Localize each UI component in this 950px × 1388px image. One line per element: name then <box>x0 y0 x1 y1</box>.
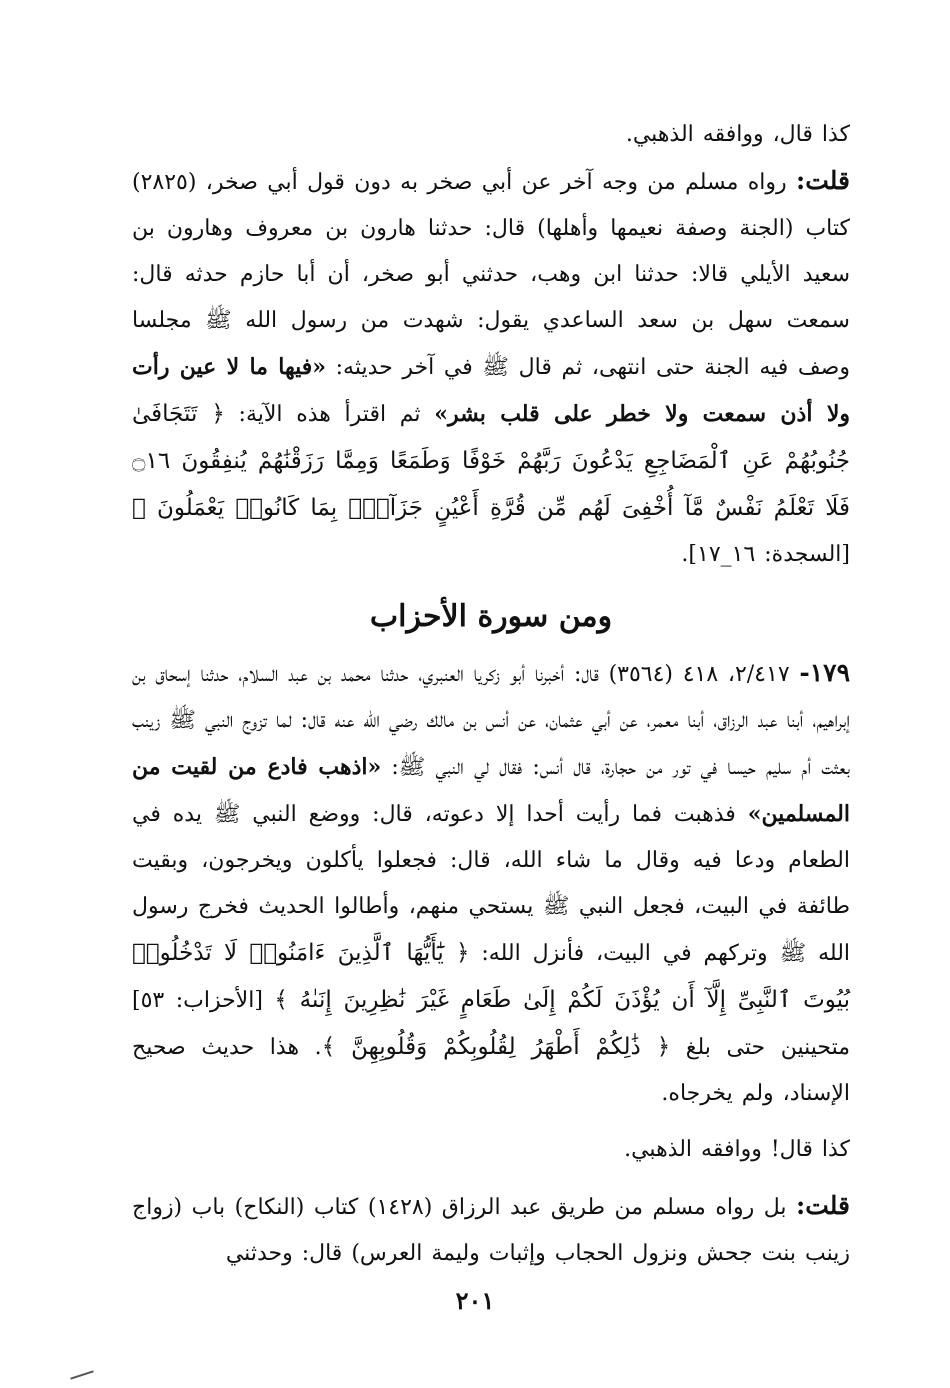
scan-mark <box>70 1370 93 1379</box>
paragraph-4 <box>132 1127 850 1173</box>
page-number: ٢٠١ <box>455 1286 495 1315</box>
text: ٢/٤١٧، ٤١٨ (٣٥٦٤) قال: أخبرنا أبو زكريا العنبري، حدثنا محمد بن عبد السلام، حدثنا إسحاق بن إبراهيم، أبنا عبد الرزاق، أبنا معمر، عن أبي عثمان، عن أنس بن مالك رضي الله عنه قال: لما تزوج النبي ﷺ زينب بعثت أم سليم حيسا في تور من حجارة، قال أنس: فقال لي النبي ﷺ: <box>132 662 850 780</box>
spacer <box>132 1117 850 1127</box>
paragraph-5 <box>132 1183 850 1277</box>
text: [السجدة: ١٦_١٧]. <box>681 542 850 567</box>
text: . هذا حديث صحيح الإسناد، ولم يخرجاه. <box>132 1035 850 1106</box>
paragraph-3 <box>132 650 850 1117</box>
text: رواه مسلم من وجه آخر عن أبي صخر به دون قول أبي صخر، (٢٨٢٥) كتاب (الجنة وصفة نعيمها وأهلها) قال: حدثنا هارون بن معروف وهارون بن سعيد الأيلي قالا: حدثنا ابن وهب، حدثني أبو صخر، أن أبا حازم حدثه قال: سمعت سهل بن سعد الساعدي يقول: شهدت من رسول الله ﷺ مجلسا وصف فيه الجنة حتى انتهى، ثم قال ﷺ في آخر حديثه: <box>132 170 850 380</box>
text: فذهبت فما رأيت أحدا إلا دعوته، قال: ووضع النبي ﷺ يده في الطعام ودعا فيه وقال ما شاء الله، قال: فجعلوا يأكلون ويخرجون، وبقيت طائفة في البيت، فجعل النبي ﷺ يستحي منهم، وأطالوا الحديث فخرج رسول الله ﷺ وتركهم في البيت، فأنزل الله: <box>132 802 851 966</box>
paragraph-2 <box>132 158 850 578</box>
text: بل رواه مسلم من طريق عبد الرزاق (١٤٢٨) كتاب (النكاح) باب (زواج زينب بنت جحش ونزول الحجاب وإثبات وليمة العرس) قال: وحدثني <box>132 1195 850 1266</box>
spacer <box>132 1173 850 1183</box>
hadith-number: ١٧٩- <box>799 658 851 687</box>
section-heading: ومن سورة الأحزاب <box>369 599 613 634</box>
text: [الأحزاب: ٥٣] متحينين حتى بلغ <box>132 988 850 1060</box>
paragraph-lead: قلت: <box>796 1191 851 1220</box>
hadith-quote: «فيها ما لا عين رأت ولا أذن سمعت ولا خطر على قلب بشر» <box>132 354 850 427</box>
text: ثم اقترأ هذه الآية: <box>224 402 435 427</box>
paragraph-lead: قلت: <box>795 166 850 195</box>
quran-verse: ﴿ يَٰٓأَيُّهَا ٱلَّذِينَ ءَامَنُوا۟ لَا تَدْخُلُوا۟ بُيُوتَ ٱلنَّبِىِّ إِلَّآ أَن يُؤْذَنَ لَكُمْ إِلَىٰ طَعَامٍ غَيْرَ نَٰظِرِينَ إِنَىٰهُ ﴾ <box>132 940 851 1013</box>
hadith-quote: «اذهب فادع من لقيت من المسلمين» <box>132 754 850 827</box>
quran-verse: ﴿ تَتَجَافَىٰ جُنُوبُهُمْ عَنِ ٱلْمَضَاجِعِ يَدْعُونَ رَبَّهُمْ خَوْفًا وَطَمَعًا وَمِمَّا رَزَقْنَٰهُمْ يُنفِقُونَ ۝١٦ فَلَا تَعْلَمُ نَفْسٌ مَّآ أُخْفِىَ لَهُم مِّن قُرَّةِ أَعْيُنٍ جَزَآءًۢ بِمَا كَانُوا۟ يَعْمَلُونَ ﴾ <box>132 401 850 521</box>
quran-verse: ﴿ ذَٰلِكُمْ أَطْهَرُ لِقُلُوبِكُمْ وَقُلُوبِهِنَّ ﴾ <box>321 1034 671 1060</box>
text: كذا قال، ووافقه الذهبي. <box>625 122 850 147</box>
paragraph-1 <box>132 112 850 158</box>
text: كذا قال! ووافقه الذهبي. <box>624 1137 850 1162</box>
